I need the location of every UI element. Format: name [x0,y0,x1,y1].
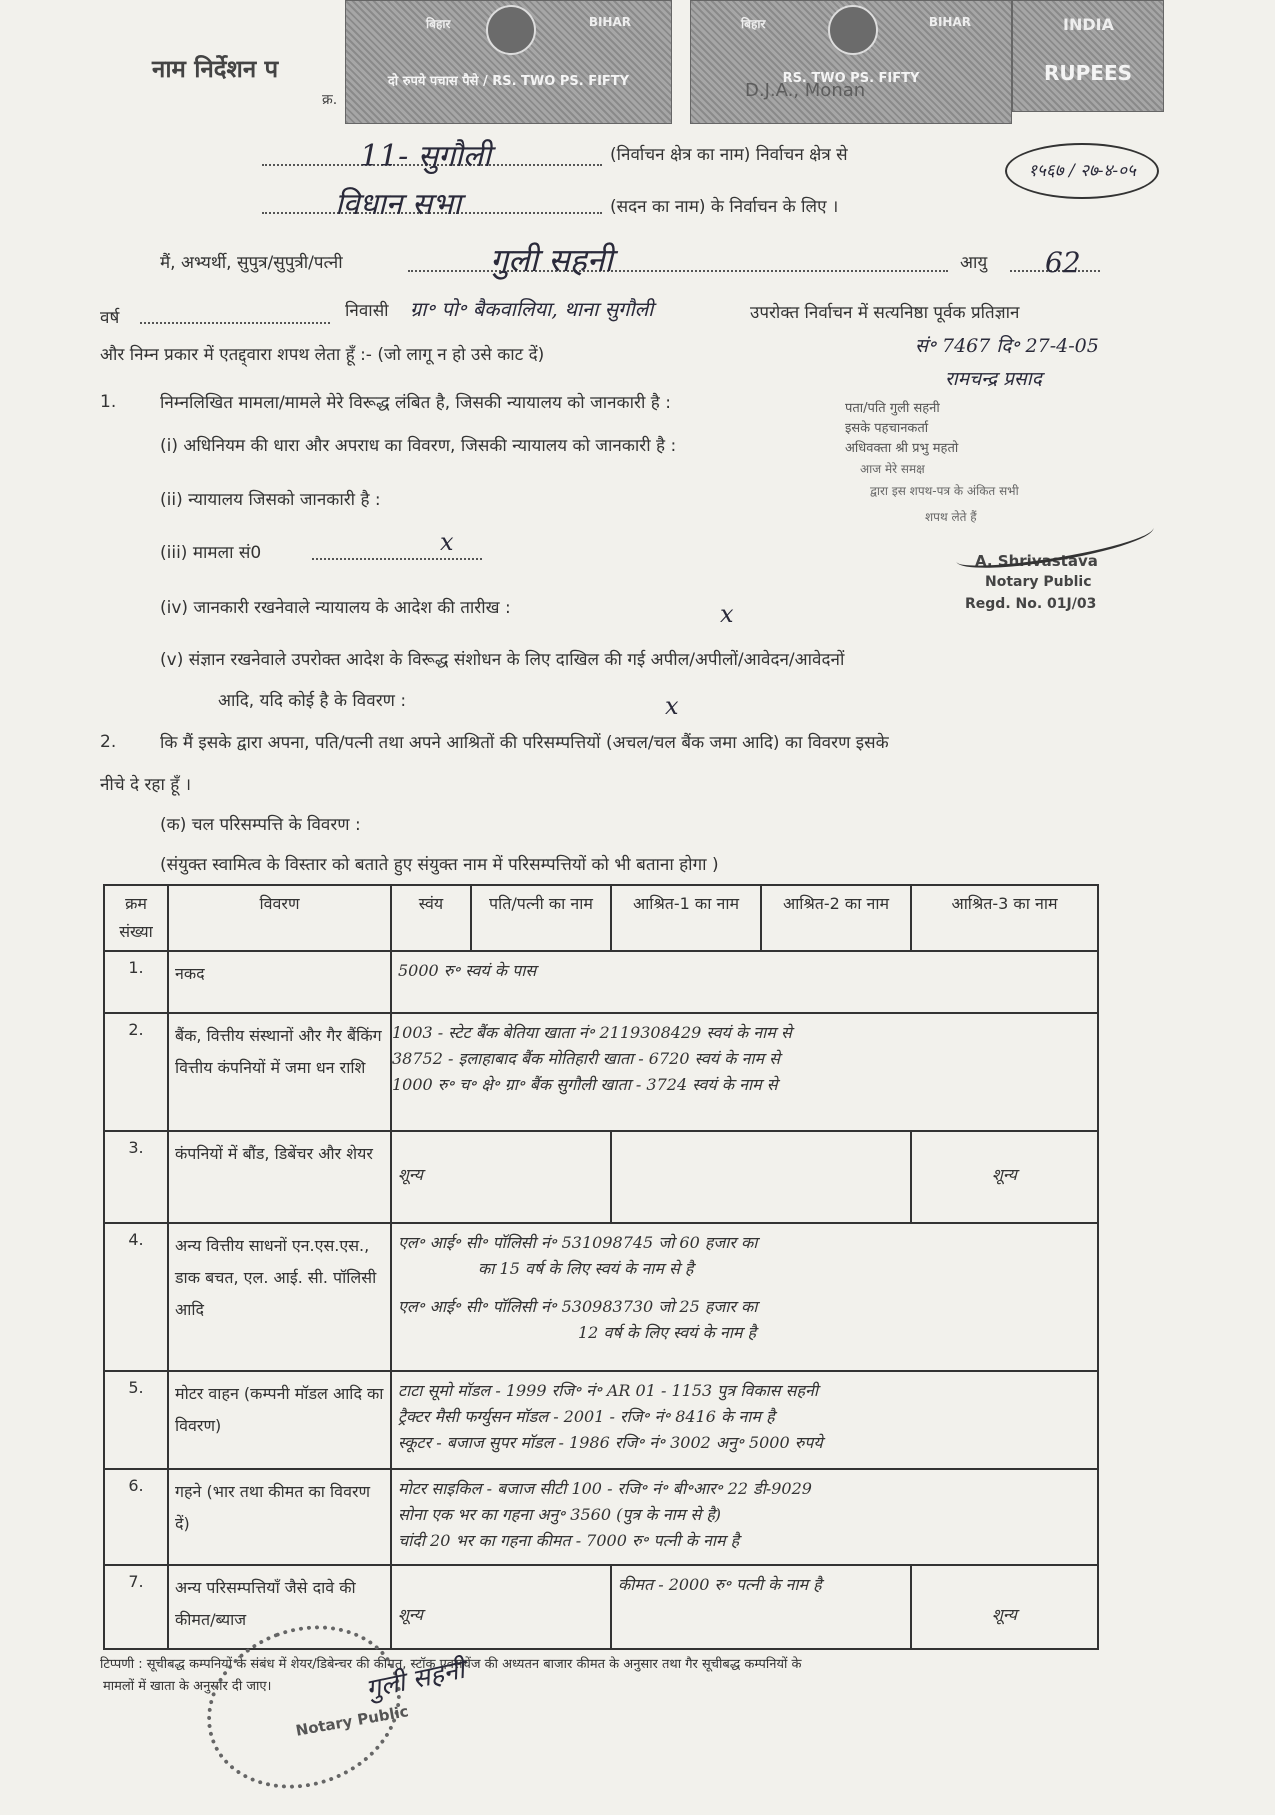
handwritten-entry: शून्य [992,1605,1017,1624]
form-title: नाम निर्देशन प [152,55,279,83]
reference-number-box [1005,143,1159,199]
section-1-number: 1. [100,392,117,412]
notary-note-line: रामचन्द्र प्रसाद [945,368,1042,390]
fill-line [140,322,330,324]
stamp-value: RS. TWO PS. FIFTY [782,71,920,86]
table-row [104,1013,1098,1131]
handwritten-entry: मोटर साइकिल - बजाज सीटी 100 - रजि॰ नं॰ बी॰आर॰ 22 डी-9029 [398,1479,812,1498]
notary-note-line: पता/पति गुली सहनी [845,401,940,416]
serial-mark: क्र. [322,92,338,108]
row-description: नकद [168,951,391,1013]
cross-mark: x [440,528,454,556]
stamp-label: BIHAR [928,15,971,29]
fill-line [312,558,482,560]
section-1-iii: (iii) मामला सं0 [160,543,262,563]
handwritten-entry: 12 वर्ष के लिए स्वयं के नाम है [578,1323,757,1342]
table-row [104,1565,1098,1649]
table-row [104,1371,1098,1469]
row-number: 1. [104,951,168,1013]
column-header: पति/पत्नी का नाम [471,885,611,951]
handwritten-entry: शून्य [992,1165,1017,1184]
candidate-prefix: मैं, अभ्यर्थी, सुपुत्र/सुपुत्री/पत्नी [160,253,343,273]
handwritten-entry: 38752 - इलाहाबाद बैंक मोतिहारी खाता - 6720 स्वयं के नाम से [392,1049,780,1068]
notary-note-line: अधिवक्ता श्री प्रभु महतो [845,441,959,456]
cross-mark: x [720,600,734,628]
section-2-text: कि मैं इसके द्वारा अपना, पति/पत्नी तथा अपने आश्रितों की परिसम्पत्तियों (अचल/चल बैंक जमा आदि) का विवरण इसके [160,733,889,753]
row-number: 7. [104,1565,168,1649]
handwritten-entry: 5000 रु॰ स्वयं के पास [398,961,537,980]
row-values-empty [611,1131,911,1223]
row-description: कंपनियों में बौंड, डिबेंचर और शेयर [168,1131,391,1223]
row-values [391,1469,1098,1565]
handwritten-entry: कीमत - 2000 रु॰ पत्नी के नाम है [618,1575,822,1594]
emblem-icon [828,5,878,55]
row-number: 3. [104,1131,168,1223]
handwritten-entry: ट्रैक्टर मैसी फर्ग्युसन मॉडल - 2001 - रजि॰ नं॰ 8416 के नाम है [398,1407,775,1426]
column-header: आश्रित-3 का नाम [911,885,1098,951]
stamp-label: बिहार [426,17,451,31]
reference-number: १५६७ / २७-४-०५ [1028,161,1136,181]
row-number: 5. [104,1371,168,1469]
row-values [391,1223,1098,1371]
notary-note-line: द्वारा इस शपथ-पत्र के अंकित सभी [870,484,1019,498]
age-value: 62 [1045,246,1081,279]
oath-text: उपरोक्त निर्वाचन में सत्यनिष्ठा पूर्वक प्रतिज्ञान [750,303,1020,323]
section-2-number: 2. [100,732,117,752]
oath-text-2: और निम्न प्रकार में एतद्द्वारा शपथ लेता हूँ :- (जो लागू न हो उसे काट दें) [100,345,545,365]
column-header: क्रम संख्या [104,885,168,951]
emblem-icon [486,5,536,55]
row-description: गहने (भार तथा कीमत का विवरण दें) [168,1469,391,1565]
row-values [911,1565,1098,1649]
assets-table [103,884,1099,1650]
constituency-label: (निर्वाचन क्षेत्र का नाम) निर्वाचन क्षेत्र से [610,145,848,165]
column-header: स्वंय [391,885,471,951]
section-1-text: निम्नलिखित मामला/मामले मेरे विरूद्ध लंबित है, जिसकी न्यायालय को जानकारी है : [160,393,671,413]
movable-assets-title: (क) चल परिसम्पत्ति के विवरण : [160,815,361,835]
candidate-signature: गुली सहनी [363,1654,468,1706]
notary-note-line: सं॰ 7467 दि॰ 27-4-05 [915,335,1099,357]
resident-label: निवासी [345,301,389,321]
resident-value: ग्रा॰ पो॰ बैकवालिया, थाना सुगौली [410,297,654,321]
stamp-overprint: D.J.A., Monan [745,80,866,101]
row-values [391,1371,1098,1469]
handwritten-entry: सोना एक भर का गहना अनु॰ 3560 (पुत्र के नाम से है) [398,1505,722,1524]
row-number: 4. [104,1223,168,1371]
age-label: आयु [960,253,988,273]
handwritten-entry: चांदी 20 भर का गहना कीमत - 7000 रु॰ पत्नी के नाम है [398,1531,740,1550]
footer-note-2: मामलों में खाता के अनुसार दी जाए। [103,1679,272,1694]
house-value: विधान सभा [335,187,461,222]
handwritten-entry: शून्य [398,1165,423,1184]
notary-note-line: इसके पहचानकर्ता [845,421,929,436]
column-header: विवरण [168,885,391,951]
table-row [104,951,1098,1013]
year-label: वर्ष [100,308,120,328]
stamp-label: BIHAR [588,15,631,29]
row-description: अन्य परिसम्पत्तियाँ जैसे दावे की कीमत/ब्याज [168,1565,391,1649]
row-values [391,1565,611,1649]
section-1-v2: आदि, यदि कोई है के विवरण : [218,691,407,711]
handwritten-entry: का 15 वर्ष के लिए स्वयं के नाम से है [478,1259,694,1278]
candidate-name: गुली सहनी [490,241,613,279]
row-number: 2. [104,1013,168,1131]
cross-mark: x [665,692,679,720]
revenue-stamp-2 [690,0,1012,124]
row-description: अन्य वित्तीय साधनों एन.एस.एस., डाक बचत, एल. आई. सी. पॉलिसी आदि [168,1223,391,1371]
revenue-stamp-3 [1012,0,1164,112]
row-values [391,951,1098,1013]
stamp-value: RUPEES [1043,61,1133,85]
row-values [391,1013,1098,1131]
constituency-value: 11- सुगौली [360,139,491,174]
section-1-iv: (iv) जानकारी रखनेवाले न्यायालय के आदेश की तारीख : [160,598,511,618]
table-row [104,1469,1098,1565]
row-description: बैंक, वित्तीय संस्थानों और गैर बैंकिंग वित्तीय कंपनियों में जमा धन राशि [168,1013,391,1131]
notary-seal-name: A. Shrivastava [975,552,1098,570]
handwritten-entry: एल॰ आई॰ सी॰ पॉलिसी नं॰ 530983730 जो 25 हजार का [398,1297,758,1316]
handwritten-entry: स्कूटर - बजाज सुपर मॉडल - 1986 रजि॰ नं॰ 3002 अनु॰ 5000 रुपये [398,1433,823,1452]
footer-note: टिप्पणी : सूचीबद्ध कम्पनियों के संबंध में शेयर/डिबेन्चर की कीमत, स्टॉक एक्सचेंज की अध्यतन बाजार कीमत के अनुसार तथा गैर सूचीबद्ध कम्पनियों के [100,1657,802,1672]
notary-seal-text: Notary Public [294,1702,410,1740]
handwritten-entry: शून्य [398,1605,423,1624]
stamp-label: बिहार [741,17,766,31]
section-1-i: (i) अधिनियम की धारा और अपराध का विवरण, जिसकी न्यायालय को जानकारी है : [160,436,677,456]
handwritten-entry: एल॰ आई॰ सी॰ पॉलिसी नं॰ 531098745 जो 60 हजार का [398,1233,758,1252]
section-2-text-2: नीचे दे रहा हूँ । [100,775,192,795]
table-header-row [104,885,1098,951]
row-values [391,1131,611,1223]
notary-seal-title: Notary Public [985,574,1092,590]
revenue-stamp-1 [345,0,672,124]
row-description: मोटर वाहन (कम्पनी मॉडल आदि का विवरण) [168,1371,391,1469]
handwritten-entry: 1003 - स्टेट बैंक बेतिया खाता नं॰ 2119308429 स्वयं के नाम से [392,1023,792,1042]
section-1-ii: (ii) न्यायालय जिसको जानकारी है : [160,490,381,510]
handwritten-entry: टाटा सूमो मॉडल - 1999 रजि॰ नं॰ AR 01 - 1153 पुत्र विकास सहनी [398,1381,819,1400]
joint-ownership-note: (संयुक्त स्वामित्व के विस्तार को बताते हुए संयुक्त नाम में परिसम्पत्तियों को भी बताना होगा ) [160,855,719,875]
fill-line [408,270,948,272]
row-values [911,1131,1098,1223]
row-number: 6. [104,1469,168,1565]
stamp-value: दो रुपये पचास पैसे / RS. TWO PS. FIFTY [387,74,630,89]
notary-seal-reg: Regd. No. 01J/03 [965,596,1097,612]
column-header: आश्रित-2 का नाम [761,885,911,951]
notary-note-line: शपथ लेते हैं [925,510,977,524]
column-header: आश्रित-1 का नाम [611,885,761,951]
table-row [104,1131,1098,1223]
notary-note-line: आज मेरे समक्ष [860,462,925,476]
table-row [104,1223,1098,1371]
house-label: (सदन का नाम) के निर्वाचन के लिए । [610,197,839,217]
section-1-v: (v) संज्ञान रखनेवाले उपरोक्त आदेश के विरूद्ध संशोधन के लिए दाखिल की गई अपील/अपीलों/आवेदन/आवेदनों [160,650,845,670]
handwritten-entry: 1000 रु॰ च॰ क्षे॰ ग्रा॰ बैंक सुगौली खाता - 3724 स्वयं के नाम से [392,1075,778,1094]
stamp-label: INDIA [1063,15,1114,34]
row-values [611,1565,911,1649]
